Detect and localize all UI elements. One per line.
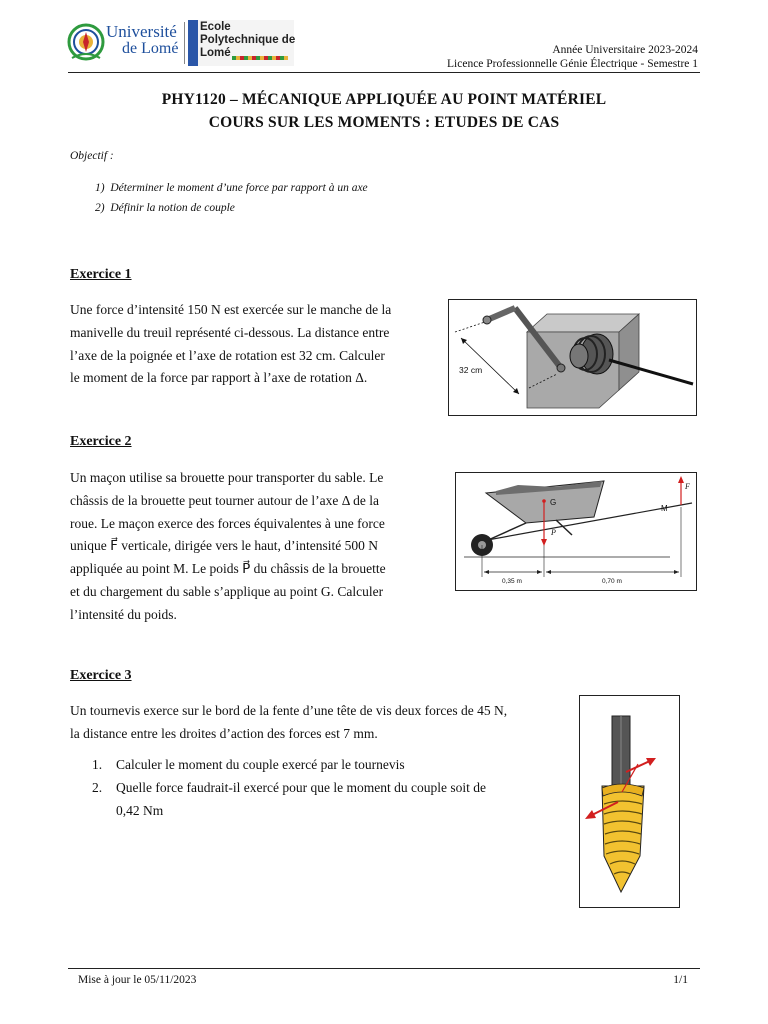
objective-item-1 xyxy=(95,182,368,194)
objective-item-2-text: Définir la notion de couple xyxy=(110,202,235,214)
question-1-text: Calculer le moment du couple exercé par le tournevis xyxy=(116,757,405,772)
school-logo-stripe xyxy=(232,56,288,60)
wheelbarrow-dim-left: 0,35 m xyxy=(502,578,522,585)
exercise-1-text xyxy=(70,299,436,390)
exercise-2-text xyxy=(70,467,442,627)
exercise-2-line: appliquée au point M. Le poids P⃗ du châssis de la brouette xyxy=(70,561,386,577)
winch-figure xyxy=(448,299,697,416)
exercise-1-line: manivelle du treuil représenté ci-dessous. La distance entre xyxy=(70,324,390,340)
exercise-2-line: châssis de la brouette peut tourner autour de l’axe Δ de la xyxy=(70,492,379,508)
school-name-line2: Polytechnique de xyxy=(200,34,296,46)
footer-page-number: 1/1 xyxy=(673,974,688,986)
school-logo-bar xyxy=(188,20,198,66)
logo-divider xyxy=(184,22,185,64)
question-2 xyxy=(92,777,562,822)
wheelbarrow-illustration xyxy=(456,473,696,590)
academic-year: Année Universitaire 2023-2024 xyxy=(552,44,698,56)
exercise-1-line: Une force d’intensité 150 N est exercée sur le manche de la xyxy=(70,302,392,317)
exercise-2-heading: Exercice 2 xyxy=(70,434,132,449)
objective-item-1-num: 1) xyxy=(95,182,105,194)
exercise-3-intro xyxy=(70,700,570,746)
objective-item-2-num: 2) xyxy=(95,202,105,214)
school-name-line3: Lomé xyxy=(200,47,231,59)
exercise-2-line: et du chargement du sable s’applique au point G. Calculer xyxy=(70,583,384,599)
exercise-2-line: roue. Le maçon exerce des forces équivalentes à une force xyxy=(70,515,385,531)
question-2-num: 2. xyxy=(92,780,103,795)
footer-rule xyxy=(68,968,700,969)
university-name-line2: de Lomé xyxy=(122,40,179,57)
exercise-3-line: Un tournevis exerce sur le bord de la fente d’une tête de vis deux forces de 45 N, xyxy=(70,703,508,718)
screwdriver-figure xyxy=(579,695,680,908)
question-2-text-cont: 0,42 Nm xyxy=(116,802,164,818)
exercise-3-line: la distance entre les droites d’action des forces est 7 mm. xyxy=(70,725,378,741)
wheelbarrow-figure xyxy=(455,472,697,591)
university-name-line1: Université xyxy=(106,22,177,41)
wheelbarrow-label-g: G xyxy=(550,498,557,507)
wheelbarrow-label-p: P⃗ xyxy=(551,528,563,537)
university-logo xyxy=(66,18,184,66)
wheelbarrow-label-m: M xyxy=(661,504,668,513)
exercise-2-line: Un maçon utilise sa brouette pour transporter du sable. Le xyxy=(70,470,384,485)
question-2-text: Quelle force faudrait-il exercé pour que le moment du couple soit de xyxy=(116,780,486,795)
header-rule xyxy=(68,72,700,73)
objective-label: Objectif : xyxy=(70,150,114,162)
question-1-num: 1. xyxy=(92,757,103,772)
exercise-2-line: unique F⃗ verticale, dirigée vers le haut, d’intensité 500 N xyxy=(70,538,379,554)
exercise-3-heading: Exercice 3 xyxy=(70,668,132,683)
exercise-1-line: l’axe de la poignée et l’axe de rotation est 32 cm. Calculer xyxy=(70,347,385,363)
program-name: Licence Professionnelle Génie Électrique - Semestre 1 xyxy=(447,58,698,70)
screwdriver-illustration xyxy=(580,696,679,907)
school-name-line1: Ecole xyxy=(200,21,231,33)
exercise-1-line: le moment de la force par rapport à l’axe de rotation Δ. xyxy=(70,370,368,386)
winch-dimension-label: 32 cm xyxy=(459,365,483,375)
winch-illustration xyxy=(449,300,696,415)
objective-item-2 xyxy=(95,202,235,214)
school-logo xyxy=(188,20,294,66)
course-title: PHY1120 – MÉCANIQUE APPLIQUÉE AU POINT MATÉRIEL xyxy=(161,91,607,108)
exercise-1-heading: Exercice 1 xyxy=(70,267,132,282)
footer-updated: Mise à jour le 05/11/2023 xyxy=(78,974,197,986)
wheelbarrow-dim-right: 0,70 m xyxy=(602,578,622,585)
exercise-2-line: l’intensité du poids. xyxy=(70,606,177,622)
wheelbarrow-label-f: F⃗ xyxy=(685,482,696,491)
objective-item-1-text: Déterminer le moment d’une force par rapport à un axe xyxy=(110,182,368,194)
university-emblem-icon xyxy=(66,20,106,64)
question-1 xyxy=(92,754,562,777)
course-subtitle: COURS SUR LES MOMENTS : ETUDES DE CAS xyxy=(208,114,560,131)
